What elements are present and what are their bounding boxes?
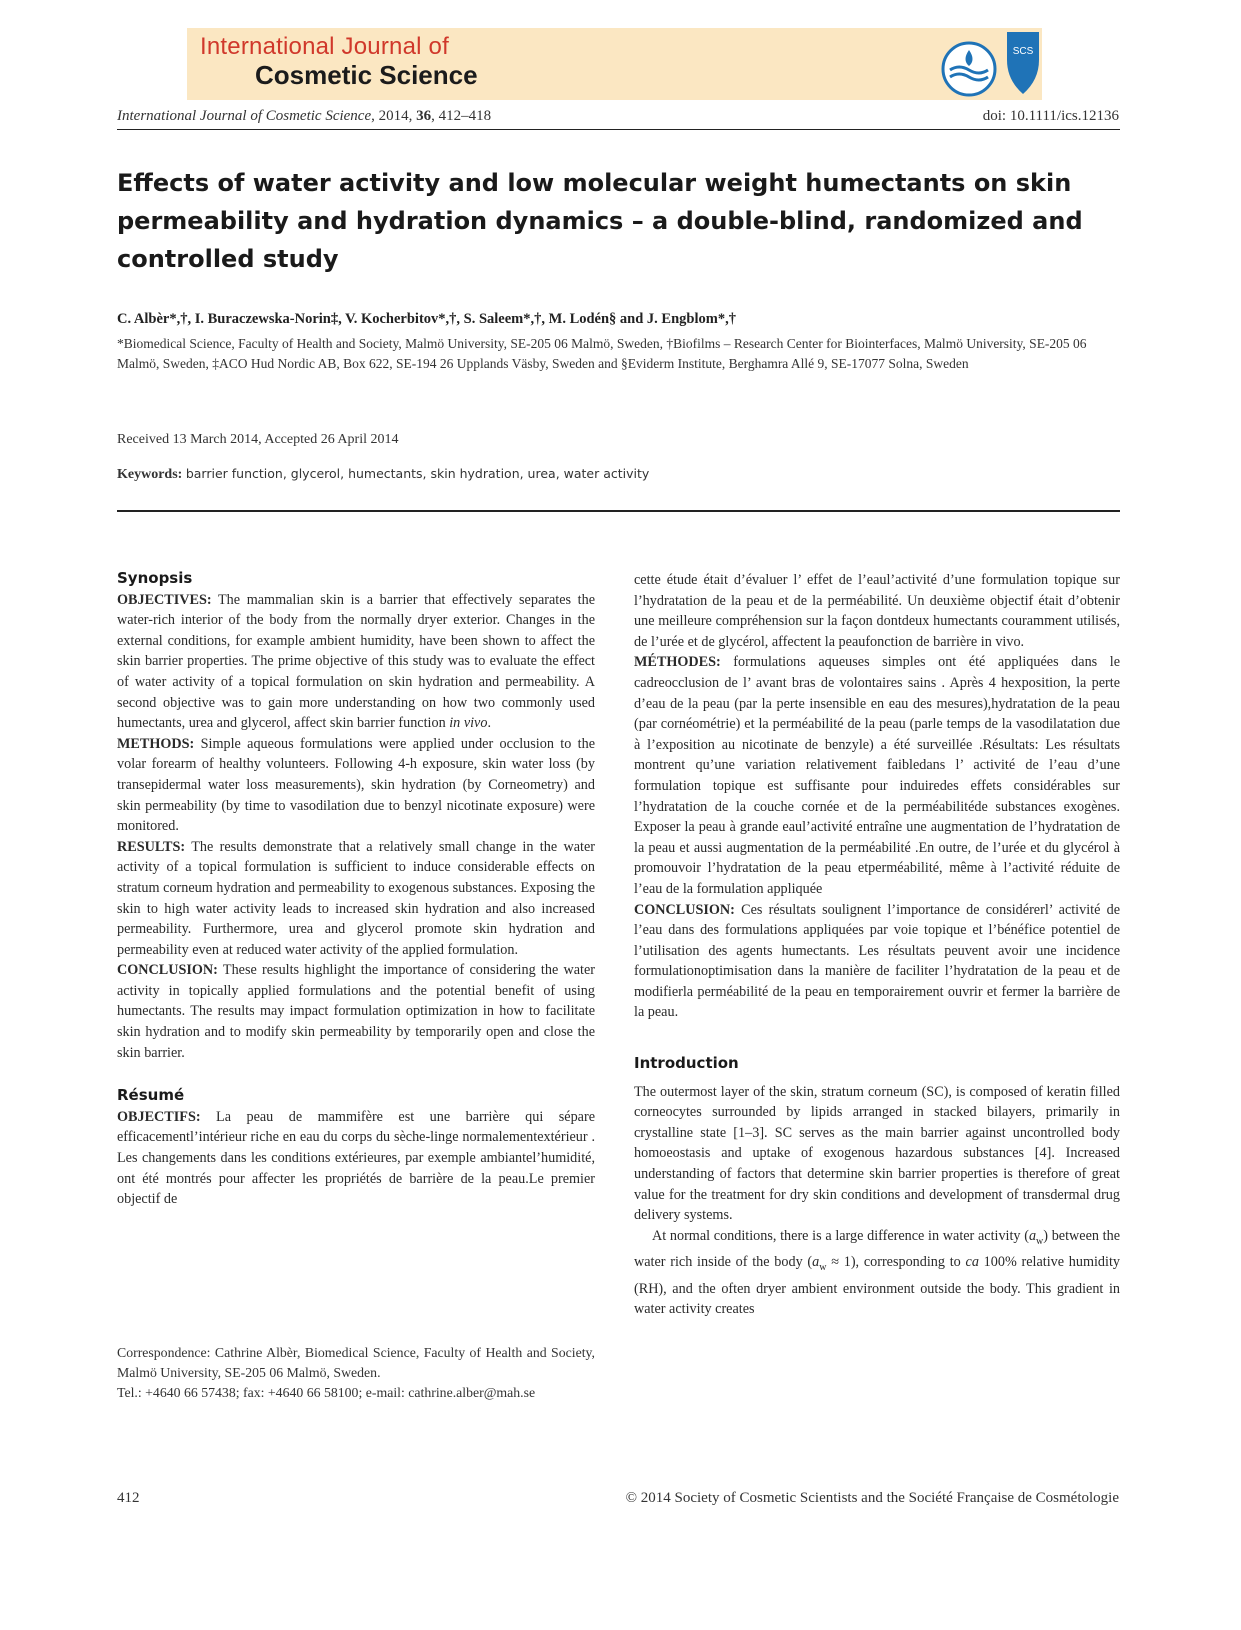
article-title: Effects of water activity and low molecular weight humectants on skin permeability and hydration dynamics – a double-blind, randomized and controlled study — [117, 169, 1083, 273]
synopsis-conclusion: CONCLUSION: These results highlight the importance of considering the water activity in topically applied formulations and the potential benefit of using humectants. The results may impact formulation optimization in how to facilitate skin hydration and to modify skin permeability by temporarily open and close the skin barrier. — [117, 962, 596, 1061]
journal-logo-icon — [940, 40, 998, 98]
synopsis-objectives: OBJECTIVES: The mammalian skin is a barrier that effectively separates the water-rich interior of the body from the normally dryer exterior. Changes in the external conditions, for example ambient humidity, have been shown to affect the skin barrier properties. The prime objective of this study was to evaluate the effect of water activity of a topical formulation on skin hydration and permeability. A second objective was to gain more understanding on how two commonly used humectants, urea and glycerol, affect skin barrier function in vivo. — [117, 591, 595, 732]
introduction-heading: Introduction — [634, 1054, 739, 1073]
page-number: 412 — [117, 1490, 140, 1506]
resume-heading: Résumé — [117, 1086, 185, 1105]
resume-conclusion: CONCLUSION: Ces résultats soulignent l’importance de considérerl’ activité de l’eau dans des formulations appliquées par voie topique et l’bénéfice potentiel de l’utilisation des agents humectants. Les résultats peuvent avoir une incidence formulationoptimisation dans la manière de faciliter l’hydratation de la peau et de modifierla perméabilité de la peau en temporairement ouvrir et fermer la barrière de la peau. — [634, 901, 1121, 1021]
affiliations: *Biomedical Science, Faculty of Health and Society, Malmö University, SE-205 06 Malmö, Sweden, †Biofilms – Research Center for Biointerfaces, Malmö University, SE-205 06 Malmö, Sweden, ‡ACO Hud Nordic AB, Box 622, SE-194 26 Upplands Väsby, Sweden and §Eviderm Institute, Berghamra Allé 9, SE-17077 Solna, Sweden — [117, 336, 1087, 371]
left-column — [117, 568, 595, 1210]
title-rule — [117, 510, 1120, 512]
resume-objectifs: OBJECTIFS: La peau de mammifère est une barrière qui sépare efficacementl’intérieur riche en eau du corps du sèche-linge normalementextérieur . Les changements dans les conditions extérieures, par exemple ambiantel’humidité, ont été montrés pour affecter les propriétés de barrière de la peau.Le premier objectif de — [117, 1108, 595, 1208]
author-list: C. Albèr*,†, I. Buraczewska-Norin‡, V. Kocherbitov*,†, S. Saleem*,†, M. Lodén§ and J. Engblom*,† — [117, 311, 736, 327]
copyright-notice: © 2014 Society of Cosmetic Scientists and the Société Française de Cosmétologie — [625, 1490, 1119, 1506]
synopsis-heading: Synopsis — [117, 569, 193, 587]
correspondence-address: Correspondence: Cathrine Albèr, Biomedical Science, Faculty of Health and Society, Malmö University, SE-205 06 Malmö, Sweden. — [117, 1345, 595, 1380]
society-shield-icon — [1005, 30, 1041, 96]
header-rule — [117, 129, 1120, 130]
running-head: International Journal of Cosmetic Science, 2014, 36, 412–418 — [117, 108, 492, 124]
keywords: Keywords: barrier function, glycerol, humectants, skin hydration, urea, water activity — [117, 466, 650, 482]
synopsis-results: RESULTS: The results demonstrate that a relatively small change in the water activity of a topical formulation is sufficient to induce considerable effects on stratum corneum hydration and permeability to exogenous substances. Exposing the skin to high water activity leads to increased skin hydration and also increased permeability. Furthermore, urea and glycerol promote skin hydration and permeability even at reduced water activity of the applied formulation. — [117, 838, 595, 958]
introduction-paragraph-2: At normal conditions, there is a large difference in water activity $(a_w)$ between the water rich inside of the body $(a_w \approx 1)$, corresponding to ca 100% relative humidity (RH), and the often dryer ambient environment outside the body. This gradient in water activity creates — [634, 1227, 1121, 1318]
doi[interactable]: doi: 10.1111/ics.12136 — [982, 108, 1119, 124]
journal-name-line1: International Journal of — [200, 33, 449, 60]
resume-objectifs-continued: cette étude était d’évaluer l’ effet de l’eaul’activité d’une formulation topique sur l’hydratation de la peau et de la perméabilité. Un deuxième objectif était d’obtenir une meilleure compréhension sur la façon dontdeux humectants couramment utilisés, de l’urée et de glycérol, affectent la peaufonction de barrière in vivo. — [634, 572, 1120, 650]
correspondence-contact: Tel.: +4640 66 57438; fax: +4640 66 58100; e-mail: cathrine.alber@mah.se — [117, 1385, 536, 1400]
journal-name-line2: Cosmetic Science — [255, 60, 478, 90]
shield-logo-text: SCS — [1012, 46, 1034, 57]
resume-methodes: MÉTHODES: formulations aqueuses simples ont été appliquées dans le cadreocclusion de l’ avant bras de volontaires sains . Après 4 hexposition, la perte d’eau de la peau (par la perte insensible en eau des mesures),hydratation de la peau (par cornéométrie) et la perméabilité de la peau (parle temps de la vasodilatation due à l’exposition au nicotinate de benzyle) a été surveillée .Résultats: Les résultats montrent qu’une variation relativement faibledans l’ activité de l’eau d’une formulation topique est suffisante pour induiredes effets considérables sur l’hydratation de la couche cornée et de la perméabilitéde substances exogènes. Exposer la peau à grande eaul’activité entraîne une augmentation de l’hydratation de la peau et aussi augmentation de la perméabilité .En outre, de l’urée et du glycérol à promouvoir l’hydratation de la peau etperméabilité, même à l’activité réduite de l’eau de la formulation appliquée — [634, 654, 1120, 897]
synopsis-methods: METHODS: Simple aqueous formulations were applied under occlusion to the volar forearm of healthy volunteers. Following 4-h exposure, skin water loss (by transepidermal water loss measurements), skin hydration (by Corneometry) and skin permeability (by time to vasodilation due to benzyl nicotinate exposure) were monitored. — [117, 735, 596, 835]
correspondence — [117, 1343, 595, 1403]
introduction-paragraph-1: The outermost layer of the skin, stratum corneum (SC), is composed of keratin filled corneocytes surrounded by lipids arranged in stacked bilayers, primarily in crystalline state [1–3]. SC serves as the main barrier against uncontrolled body homoeostasis and uptake of exogenous hazardous substances [4]. Increased understanding of factors that determine skin barrier properties is therefore of great value for the treatment for dry skin conditions and development of transdermal drug delivery systems. — [634, 1083, 1120, 1224]
right-column — [634, 570, 1120, 1320]
received-accepted-dates: Received 13 March 2014, Accepted 26 April 2014 — [117, 432, 399, 447]
